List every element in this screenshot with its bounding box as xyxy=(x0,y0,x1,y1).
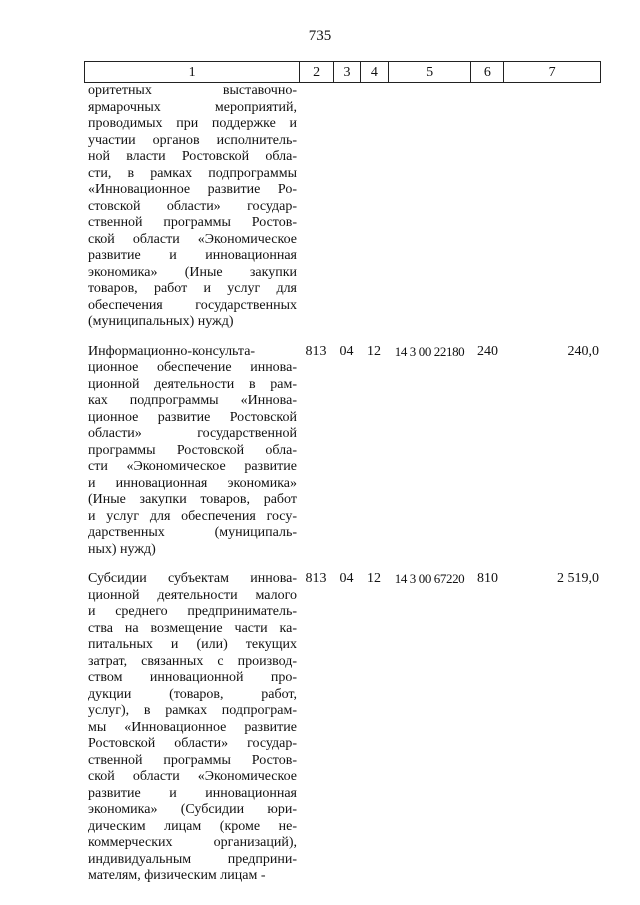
description-line: (муниципальных) нужд) xyxy=(88,314,234,329)
description-line: мы «Инновационное развитие xyxy=(88,719,297,735)
budget-table xyxy=(84,61,601,885)
description-line: ной власти Ростовской обла- xyxy=(88,149,297,164)
description-line: ской области «Экономическое xyxy=(88,231,297,247)
ministry-code-cell: 813 xyxy=(305,343,327,359)
header-col-5: 5 xyxy=(388,62,471,82)
description-line: области» государственной xyxy=(88,426,297,441)
header-col-7: 7 xyxy=(503,62,600,82)
description-line: и среднего предприниматель- xyxy=(88,604,297,619)
subsection-code-cell xyxy=(360,83,388,331)
description-line: сти, в рамках подпрограммы xyxy=(88,165,297,181)
amount-cell: 2 519,0 xyxy=(557,571,599,586)
description-line: коммерческих организаций), xyxy=(88,835,297,850)
description-line: дическим лицам (кроме не- xyxy=(88,818,297,834)
description-line: ской области «Экономическое xyxy=(88,769,297,784)
description-line: Ростовской области» государ- xyxy=(88,736,297,751)
section-code-cell: 04 xyxy=(339,571,354,586)
description-line: экономика» (Субсидии юри- xyxy=(88,802,297,817)
description-line: оритетных выставочно- xyxy=(88,83,297,98)
description-line: обеспечения государственных xyxy=(88,297,297,313)
table-body xyxy=(84,83,601,885)
header-col-1: 1 xyxy=(188,65,196,80)
ministry-code-cell xyxy=(299,83,333,331)
description-line: ционной деятельности в рам- xyxy=(88,376,297,392)
description-line: проводимых при поддержке и xyxy=(88,116,297,131)
description-line: ных) нужд) xyxy=(88,541,156,557)
description-line: ционное обеспечение иннова- xyxy=(88,360,297,375)
description-line: Субсидии субъектам иннова- xyxy=(88,571,297,586)
table-header-row xyxy=(84,61,601,83)
table-row xyxy=(84,571,601,885)
description-line: и инновационная экономика» xyxy=(88,475,297,491)
description-line: «Инновационное развитие Ро- xyxy=(88,182,297,197)
description-line: затрат, связанных с производ- xyxy=(88,653,297,669)
description-line: ством инновационной про- xyxy=(88,670,297,685)
description-cell xyxy=(84,571,299,885)
amount-cell xyxy=(504,83,601,331)
description-line: ционной деятельности малого xyxy=(88,587,297,603)
description-cell xyxy=(84,83,299,331)
description-line: питальных и (или) текущих xyxy=(88,637,297,652)
header-col-2: 2 xyxy=(299,62,333,82)
description-line: товаров, работ и услуг для xyxy=(88,281,297,296)
description-line: развитие и инновационная xyxy=(88,248,297,263)
description-line: услуг), в рамках подпрограм- xyxy=(88,703,297,718)
subsection-code-cell: 12 xyxy=(367,343,381,359)
target-article-cell: 14 3 00 22180 xyxy=(394,343,465,359)
description-line: индивидуальным предприни- xyxy=(88,851,297,867)
description-line: программы Ростовской обла- xyxy=(88,442,297,458)
section-code-cell: 04 xyxy=(339,343,354,359)
expense-type-cell xyxy=(471,83,504,331)
header-col-6: 6 xyxy=(470,62,503,82)
description-cell xyxy=(84,344,299,559)
description-line: ках подпрограммы «Иннова- xyxy=(88,393,297,408)
subsection-code-cell: 12 xyxy=(367,571,381,586)
target-article-cell: 14 3 00 67220 xyxy=(394,571,465,586)
description-line: (Иные закупки товаров, работ xyxy=(88,492,297,507)
description-line: и услуг для обеспечения госу- xyxy=(88,508,297,524)
description-line: мателям, физическим лицам - xyxy=(88,868,266,883)
description-line: развитие и инновационная xyxy=(88,785,297,801)
target-article-cell xyxy=(388,83,471,331)
description-line: ционное развитие Ростовской xyxy=(88,409,297,425)
description-line: ственной программы Ростов- xyxy=(88,752,297,768)
table-row xyxy=(84,344,601,559)
description-line: Информационно-консульта- xyxy=(88,343,256,359)
header-col-3: 3 xyxy=(333,62,360,82)
header-col-4: 4 xyxy=(360,62,388,82)
description-line: дукции (товаров, работ, xyxy=(88,686,297,702)
expense-type-cell: 810 xyxy=(477,571,498,586)
description-line: ственной программы Ростов- xyxy=(88,215,297,230)
section-code-cell xyxy=(333,83,360,331)
description-line: участии органов исполнитель- xyxy=(88,132,297,148)
expense-type-cell: 240 xyxy=(477,343,498,359)
description-line: сти «Экономическое развитие xyxy=(88,459,297,474)
description-line: экономика» (Иные закупки xyxy=(88,264,297,280)
amount-cell: 240,0 xyxy=(567,343,599,359)
description-line: дарственных (муниципаль- xyxy=(88,525,297,540)
ministry-code-cell: 813 xyxy=(305,571,327,586)
description-line: стовской области» государ- xyxy=(88,198,297,214)
description-line: ства на возмещение части ка- xyxy=(88,620,297,636)
description-line: ярмарочных мероприятий, xyxy=(88,99,297,115)
table-row xyxy=(84,83,601,331)
page-number: 735 xyxy=(308,28,332,44)
